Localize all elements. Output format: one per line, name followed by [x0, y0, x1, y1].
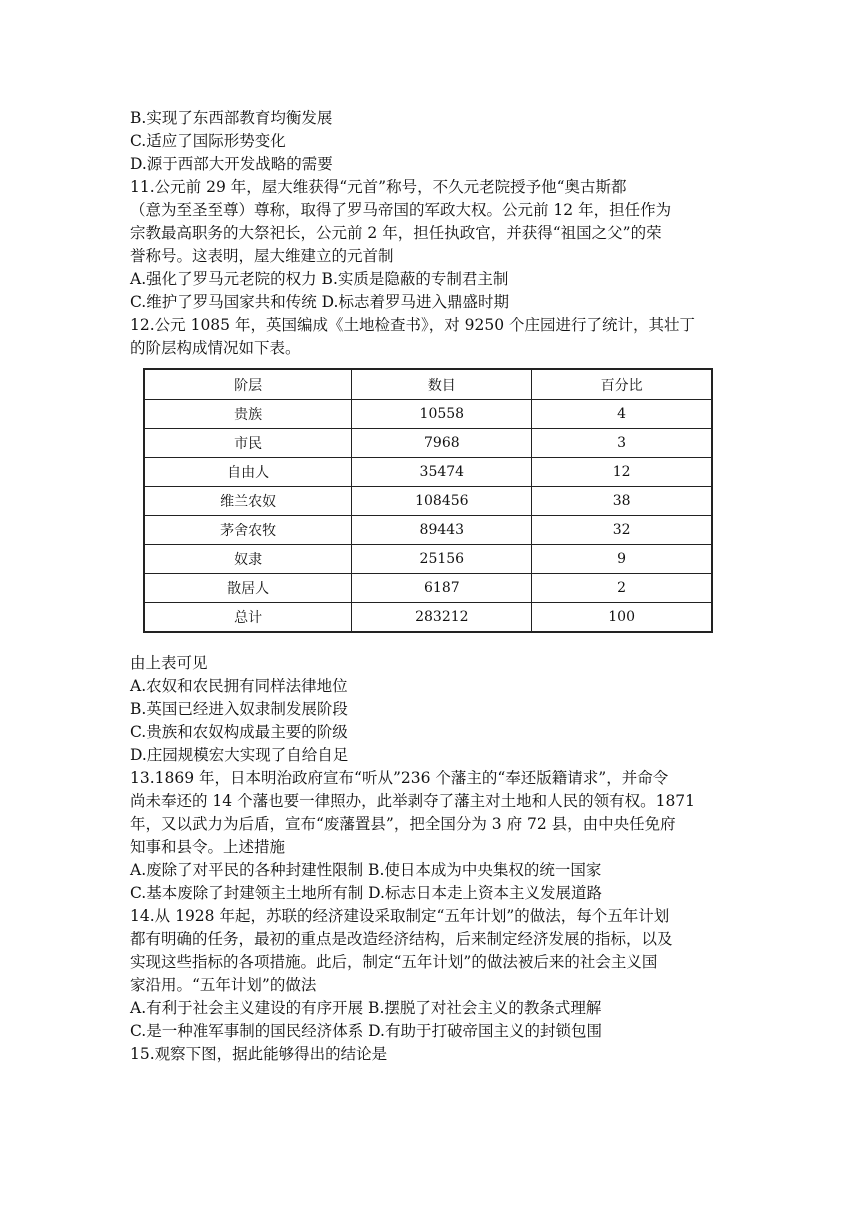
table-row [144, 574, 712, 603]
q14-option-line: C.是一种准军事制的国民经济体系 D.有助于打破帝国主义的封锁包围 [130, 1022, 602, 1040]
q14-stem-line: 14.从 1928 年起，苏联的经济建设采取制定“五年计划”的做法，每个五年计划 [130, 907, 670, 925]
table-row [144, 545, 712, 574]
table-cell: 4 [532, 400, 712, 429]
option-c: C.适应了国际形势变化 [130, 132, 286, 150]
table-cell: 108456 [352, 487, 532, 516]
table-header-cell: 阶层 [144, 369, 352, 400]
table-row [144, 487, 712, 516]
q14-stem-line: 家沿用。“五年计划”的做法 [130, 976, 317, 994]
table-cell: 6187 [352, 574, 532, 603]
table-cell: 10558 [352, 400, 532, 429]
q14-stem-line: 实现这些指标的各项措施。此后，制定“五年计划”的做法被后来的社会主义国 [130, 953, 658, 971]
q12-stem-line: 的阶层构成情况如下表。 [130, 339, 301, 357]
q12-option-line: B.英国已经进入奴隶制发展阶段 [130, 700, 348, 718]
q11-option-line: A.强化了罗马元老院的权力 B.实质是隐蔽的专制君主制 [130, 270, 509, 288]
q12-stem-line: 12.公元 1085 年，英国编成《土地检查书》，对 9250 个庄园进行了统计，其壮丁 [130, 316, 696, 334]
table-row [144, 400, 712, 429]
q12-option-line: C.贵族和农奴构成最主要的阶级 [130, 723, 348, 741]
q13-stem-line: 年，又以武力为后盾，宣布“废藩置县”，把全国分为 3 府 72 县，由中央任免府 [130, 815, 676, 833]
option-d: D.源于西部大开发战略的需要 [130, 155, 333, 173]
option-b: B.实现了东西部教育均衡发展 [130, 109, 333, 127]
q11-stem-line: 11.公元前 29 年，屋大维获得“元首”称号，不久元老院授予他“奥古斯都 [130, 178, 627, 196]
q12-option-line: D.庄园规模宏大实现了自给自足 [130, 746, 349, 764]
table-cell: 9 [532, 545, 712, 574]
table-cell: 89443 [352, 516, 532, 545]
table-header-row [144, 369, 712, 400]
table-header-cell: 数目 [352, 369, 532, 400]
table-cell: 奴隶 [144, 545, 352, 574]
q12-option-line: A.农奴和农民拥有同样法律地位 [130, 677, 348, 695]
table-cell: 25156 [352, 545, 532, 574]
q11-stem-line: 宗教最高职务的大祭祀长，公元前 2 年，担任执政官，并获得“祖国之父”的荣 [130, 224, 662, 242]
table-row [144, 429, 712, 458]
class-composition-table [143, 368, 713, 633]
q11-stem-line: 誉称号。这表明，屋大维建立的元首制 [130, 247, 394, 265]
table-cell: 总计 [144, 603, 352, 633]
q11-stem-line: （意为至圣至尊）尊称，取得了罗马帝国的军政大权。公元前 12 年，担任作为 [130, 201, 672, 219]
table-cell: 散居人 [144, 574, 352, 603]
table-cell: 贵族 [144, 400, 352, 429]
table-cell: 自由人 [144, 458, 352, 487]
q13-stem-line: 知事和县令。上述措施 [130, 838, 286, 856]
table-total-row [144, 603, 712, 633]
q14-option-line: A.有利于社会主义建设的有序开展 B.摆脱了对社会主义的教条式理解 [130, 999, 602, 1017]
table-cell: 3 [532, 429, 712, 458]
table-cell: 38 [532, 487, 712, 516]
q13-option-line: A.废除了对平民的各种封建性限制 B.使日本成为中央集权的统一国家 [130, 861, 602, 879]
table-cell: 市民 [144, 429, 352, 458]
table-cell: 100 [532, 603, 712, 633]
table-header-cell: 百分比 [532, 369, 712, 400]
table-cell: 茅舍农牧 [144, 516, 352, 545]
table-cell: 32 [532, 516, 712, 545]
table-cell: 35474 [352, 458, 532, 487]
q13-option-line: C.基本废除了封建领主土地所有制 D.标志日本走上资本主义发展道路 [130, 884, 602, 902]
q11-option-line: C.维护了罗马国家共和传统 D.标志着罗马进入鼎盛时期 [130, 293, 509, 311]
table-cell: 12 [532, 458, 712, 487]
q13-stem-line: 13.1869 年，日本明治政府宣布“听从”236 个藩主的“奉还版籍请求”，并命令 [130, 769, 669, 787]
table-cell: 2 [532, 574, 712, 603]
table-row [144, 458, 712, 487]
table-cell: 维兰农奴 [144, 487, 352, 516]
q14-stem-line: 都有明确的任务，最初的重点是改造经济结构，后来制定经济发展的指标，以及 [130, 930, 673, 948]
q15-stem: 15.观察下图，据此能够得出的结论是 [130, 1045, 388, 1063]
table-cell: 283212 [352, 603, 532, 633]
q12-after-text: 由上表可见 [130, 654, 208, 672]
q13-stem-line: 尚未奉还的 14 个藩也要一律照办，此举剥夺了藩主对土地和人民的领有权。1871 [130, 792, 696, 810]
table-cell: 7968 [352, 429, 532, 458]
table-row [144, 516, 712, 545]
